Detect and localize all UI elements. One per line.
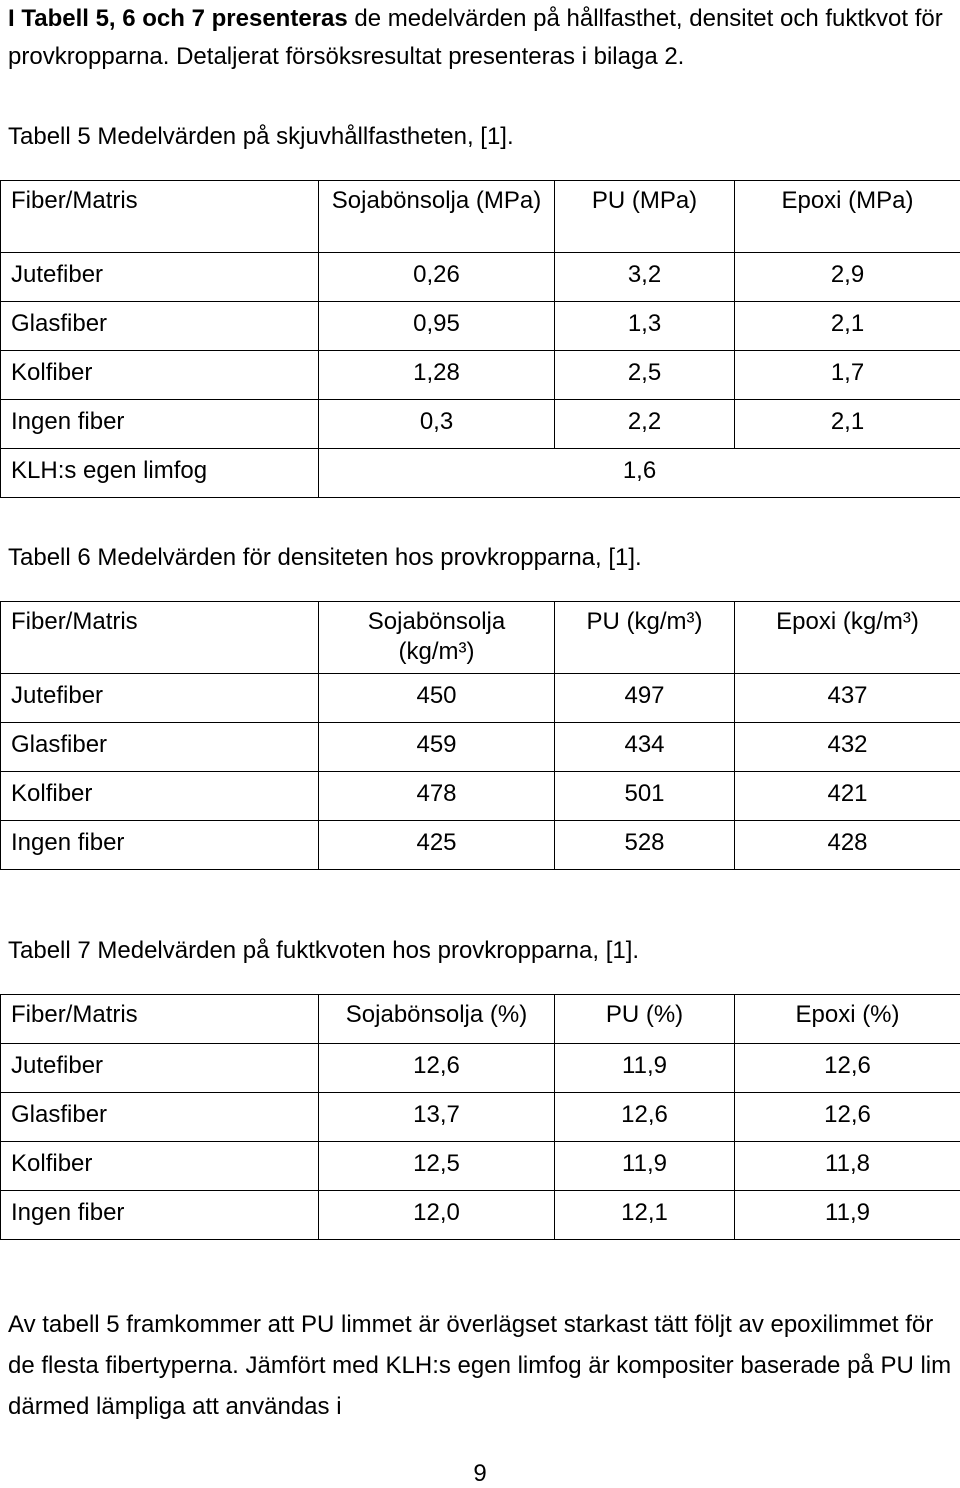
table-cell: 1,3 bbox=[555, 302, 735, 351]
table-cell: 2,1 bbox=[735, 302, 960, 351]
table5 bbox=[0, 180, 960, 498]
table-cell: 0,95 bbox=[319, 302, 555, 351]
table-row bbox=[1, 1044, 960, 1093]
table-cell: 2,9 bbox=[735, 253, 960, 302]
table-cell: 12,6 bbox=[735, 1093, 960, 1142]
table-cell: Ingen fiber bbox=[1, 400, 319, 449]
table-cell: 12,6 bbox=[319, 1044, 555, 1093]
table-row bbox=[1, 1191, 960, 1240]
table-cell: 11,9 bbox=[735, 1191, 960, 1240]
table-cell: 12,1 bbox=[555, 1191, 735, 1240]
table-row bbox=[1, 1142, 960, 1191]
table-cell: 12,6 bbox=[555, 1093, 735, 1142]
table-row bbox=[1, 253, 960, 302]
table6-header-cell: Epoxi (kg/m³) bbox=[735, 602, 960, 674]
table-cell: 1,28 bbox=[319, 351, 555, 400]
table-cell: KLH:s egen limfog bbox=[1, 449, 319, 498]
table7 bbox=[0, 994, 960, 1240]
table-row bbox=[1, 400, 960, 449]
table-cell: 528 bbox=[555, 821, 735, 870]
table-cell: Glasfiber bbox=[1, 302, 319, 351]
table-cell: 2,5 bbox=[555, 351, 735, 400]
table7-header-cell: Epoxi (%) bbox=[735, 995, 960, 1044]
table-row bbox=[1, 1093, 960, 1142]
table6-header-row bbox=[1, 602, 960, 674]
table-cell: Kolfiber bbox=[1, 772, 319, 821]
table5-header-row bbox=[1, 181, 960, 253]
table-row bbox=[1, 772, 960, 821]
table-cell: Jutefiber bbox=[1, 674, 319, 723]
table-cell: 2,2 bbox=[555, 400, 735, 449]
table-cell: 1,7 bbox=[735, 351, 960, 400]
table-cell: Jutefiber bbox=[1, 1044, 319, 1093]
table-cell: 459 bbox=[319, 723, 555, 772]
intro-bold: I Tabell 5, 6 och 7 presenteras bbox=[8, 5, 348, 32]
table-cell: 12,6 bbox=[735, 1044, 960, 1093]
table-cell: 437 bbox=[735, 674, 960, 723]
table-cell: Kolfiber bbox=[1, 351, 319, 400]
table6-header-cell: Sojabönsolja (kg/m³) bbox=[319, 602, 555, 674]
table5-caption: Tabell 5 Medelvärden på skjuvhållfastheten, [1]. bbox=[8, 123, 514, 150]
table-cell: 425 bbox=[319, 821, 555, 870]
table5-header-cell: Fiber/Matris bbox=[1, 181, 319, 253]
table-cell: 421 bbox=[735, 772, 960, 821]
table5-header-cell: Sojabönsolja (MPa) bbox=[319, 181, 555, 253]
intro-text: de medelvärden på hållfasthet, densitet och fuktkvot för provkropparna. Detaljerat försöksresultat presenteras i bilaga 2. bbox=[8, 5, 943, 70]
table-row bbox=[1, 302, 960, 351]
table-cell: Glasfiber bbox=[1, 1093, 319, 1142]
table-row bbox=[1, 449, 960, 498]
table-row bbox=[1, 821, 960, 870]
table5-header-cell: Epoxi (MPa) bbox=[735, 181, 960, 253]
table-cell: 11,8 bbox=[735, 1142, 960, 1191]
table-cell: 0,26 bbox=[319, 253, 555, 302]
table-cell: 11,9 bbox=[555, 1044, 735, 1093]
table-cell: 501 bbox=[555, 772, 735, 821]
table-cell: 11,9 bbox=[555, 1142, 735, 1191]
table7-header-cell: PU (%) bbox=[555, 995, 735, 1044]
table7-header-cell: Sojabönsolja (%) bbox=[319, 995, 555, 1044]
table-cell: 432 bbox=[735, 723, 960, 772]
table-cell: 12,5 bbox=[319, 1142, 555, 1191]
table7-header-cell: Fiber/Matris bbox=[1, 995, 319, 1044]
table-cell: Ingen fiber bbox=[1, 821, 319, 870]
table-cell: 428 bbox=[735, 821, 960, 870]
table5-header-cell: PU (MPa) bbox=[555, 181, 735, 253]
table-cell: 497 bbox=[555, 674, 735, 723]
table-row bbox=[1, 351, 960, 400]
table-cell: 450 bbox=[319, 674, 555, 723]
table-cell: Ingen fiber bbox=[1, 1191, 319, 1240]
table-row bbox=[1, 723, 960, 772]
table-cell: 2,1 bbox=[735, 400, 960, 449]
table6-caption: Tabell 6 Medelvärden för densiteten hos provkropparna, [1]. bbox=[8, 544, 642, 571]
table-cell: 0,3 bbox=[319, 400, 555, 449]
table6-header-cell: PU (kg/m³) bbox=[555, 602, 735, 674]
table-cell: 12,0 bbox=[319, 1191, 555, 1240]
table-cell-merged: 1,6 bbox=[319, 449, 960, 498]
table-cell: 478 bbox=[319, 772, 555, 821]
table7-header-row bbox=[1, 995, 960, 1044]
table6 bbox=[0, 601, 960, 870]
table-cell: 13,7 bbox=[319, 1093, 555, 1142]
body-paragraph: Av tabell 5 framkommer att PU limmet är överlägset starkast tätt följt av epoxilimmet för de flesta fibertyperna. Jämfört med KLH:s egen limfog är kompositer baserade på PU lim därmed lämpliga att användas i bbox=[8, 1311, 952, 1420]
table7-caption: Tabell 7 Medelvärden på fuktkvoten hos provkropparna, [1]. bbox=[8, 937, 640, 964]
table-cell: Glasfiber bbox=[1, 723, 319, 772]
table-cell: 3,2 bbox=[555, 253, 735, 302]
table-cell: Kolfiber bbox=[1, 1142, 319, 1191]
table-cell: Jutefiber bbox=[1, 253, 319, 302]
table-row bbox=[1, 674, 960, 723]
table6-header-cell: Fiber/Matris bbox=[1, 602, 319, 674]
intro-paragraph bbox=[8, 0, 953, 76]
page-number: 9 bbox=[473, 1460, 487, 1487]
table-cell: 434 bbox=[555, 723, 735, 772]
